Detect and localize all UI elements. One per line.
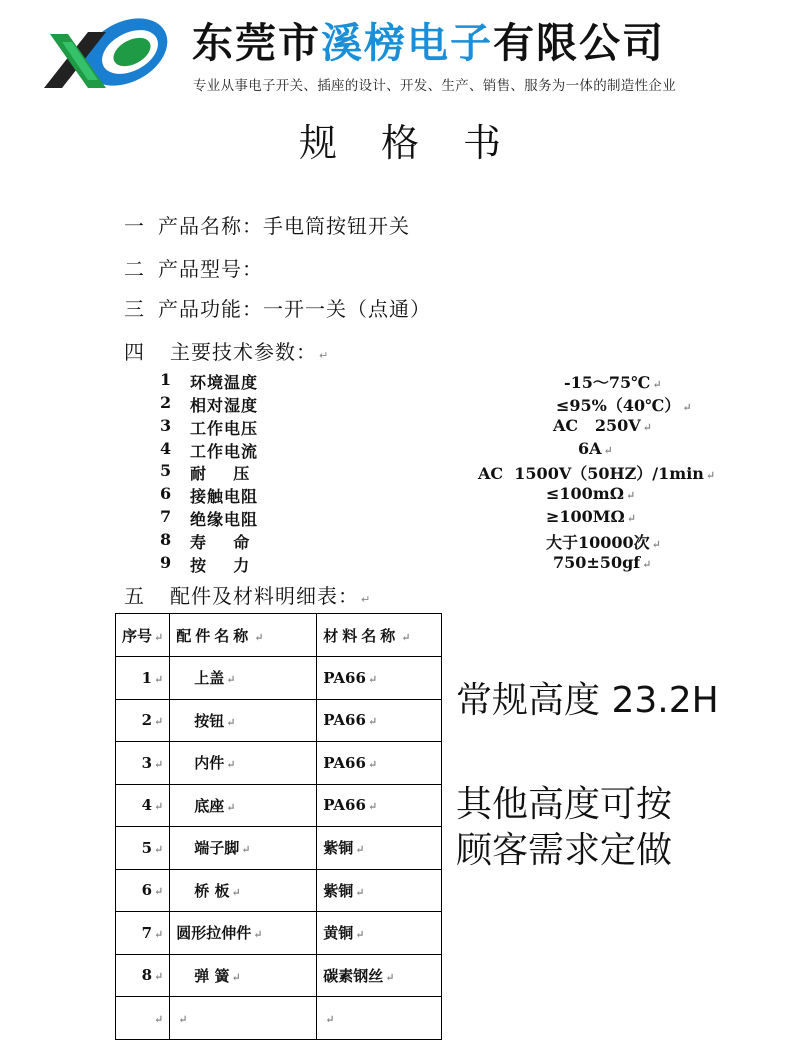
cell-part: 桥 板 ↵: [170, 869, 317, 912]
page-title: 规格书: [298, 121, 545, 165]
table-header-row: [116, 614, 442, 657]
table-row: [116, 912, 442, 955]
table-row: [116, 742, 442, 785]
cell-no: 5 ↵: [116, 827, 170, 870]
param-index: 5: [160, 461, 172, 480]
param-index: 9: [160, 553, 172, 572]
column-header-material: 材料名称 ↵: [317, 614, 442, 657]
param-value: ≥100MΩ ↵: [546, 507, 636, 526]
param-index: 6: [160, 484, 172, 503]
param-value: ≤100mΩ ↵: [546, 484, 636, 503]
cell-no: 1 ↵: [116, 657, 170, 700]
cell-material: 碳素钢丝 ↵: [317, 954, 442, 997]
param-index: 3: [160, 416, 172, 435]
param-value: 750±50gf ↵: [553, 553, 652, 572]
cell-part: ↵: [170, 997, 317, 1040]
param-value: ≤95%（40℃） ↵: [556, 396, 692, 415]
company-slogan: 专业从事电子开关、插座的设计、开发、生产、销售、服务为一体的制造性企业: [193, 78, 676, 94]
column-header-part: 配件名称 ↵: [170, 614, 317, 657]
parts-table: [115, 613, 442, 1040]
company-name: 东莞市溪榜电子有限公司: [192, 19, 665, 67]
param-name: 寿 命: [190, 533, 251, 552]
param-index: 4: [160, 439, 172, 458]
cell-part: 内件 ↵: [170, 742, 317, 785]
param-value: 6A ↵: [578, 439, 613, 458]
cell-part: 圆形拉伸件 ↵: [170, 912, 317, 955]
param-value: -15～75℃ ↵: [564, 373, 662, 392]
height-note: 常规高度 23.2H: [456, 680, 719, 721]
logo-graphic: [40, 14, 180, 94]
param-value: 大于10000次 ↵: [546, 533, 661, 552]
cell-no: ↵: [116, 997, 170, 1040]
param-name: 工作电压: [190, 419, 259, 438]
param-index: 1: [160, 370, 172, 389]
cell-part: 上盖 ↵: [170, 657, 317, 700]
param-value: AC 250V ↵: [553, 416, 652, 435]
param-name: 绝缘电阻: [190, 510, 259, 529]
table-row: [116, 699, 442, 742]
cell-material: PA66 ↵: [317, 742, 442, 785]
custom-note-line2: 顾客需求定做: [456, 830, 673, 871]
section-parts-materials: 五 配件及材料明细表： ↵: [124, 584, 371, 608]
param-name: 工作电流: [190, 442, 259, 461]
section-product-function: 三 产品功能：一开一关（点通）: [124, 297, 431, 321]
cell-material: PA66 ↵: [317, 699, 442, 742]
param-value: AC 1500V（50HZ）/1min ↵: [478, 464, 716, 483]
section-tech-params: 四 主要技术参数： ↵: [124, 340, 329, 364]
param-name: 接触电阻: [190, 487, 259, 506]
cell-no: 8 ↵: [116, 954, 170, 997]
custom-note-line1: 其他高度可按: [456, 784, 673, 825]
param-index: 8: [160, 530, 172, 549]
table-row: [116, 997, 442, 1040]
cell-part: 弹 簧 ↵: [170, 954, 317, 997]
cell-no: 3 ↵: [116, 742, 170, 785]
param-index: 7: [160, 507, 172, 526]
param-name: 耐 压: [190, 464, 251, 483]
param-index: 2: [160, 393, 172, 412]
section-product-model: 二 产品型号：: [124, 257, 263, 281]
cell-material: PA66 ↵: [317, 784, 442, 827]
cell-material: 紫铜 ↵: [317, 869, 442, 912]
table-row: [116, 784, 442, 827]
company-logo: [40, 14, 180, 94]
cell-no: 6 ↵: [116, 869, 170, 912]
cell-part: 端子脚 ↵: [170, 827, 317, 870]
cell-part: 按钮 ↵: [170, 699, 317, 742]
cell-material: 黄铜 ↵: [317, 912, 442, 955]
param-name: 相对湿度: [190, 396, 259, 415]
cell-no: 4 ↵: [116, 784, 170, 827]
cell-material: 紫铜 ↵: [317, 827, 442, 870]
cell-material: ↵: [317, 997, 442, 1040]
table-row: [116, 657, 442, 700]
cell-part: 底座 ↵: [170, 784, 317, 827]
column-header-no: 序号 ↵: [116, 614, 170, 657]
param-name: 按 力: [190, 556, 251, 575]
section-product-name: 一 产品名称：手电筒按钮开关: [124, 214, 410, 238]
cell-material: PA66 ↵: [317, 657, 442, 700]
cell-no: 2 ↵: [116, 699, 170, 742]
table-row: [116, 954, 442, 997]
param-name: 环境温度: [190, 373, 259, 392]
table-row: [116, 869, 442, 912]
table-row: [116, 827, 442, 870]
cell-no: 7 ↵: [116, 912, 170, 955]
